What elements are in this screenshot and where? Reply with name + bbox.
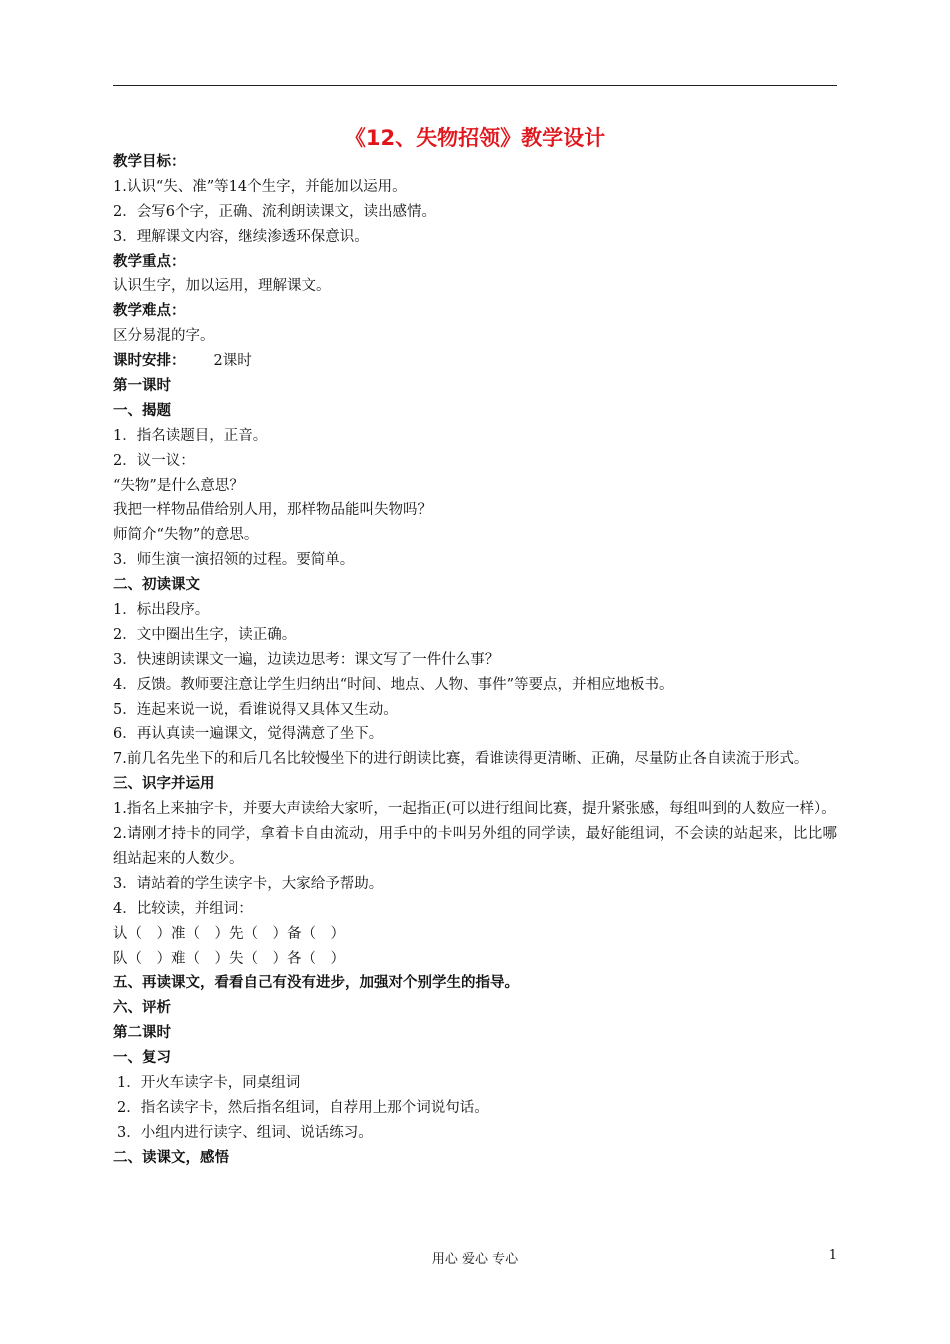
- section-heading: [113, 374, 837, 399]
- text-line: [113, 797, 837, 822]
- text-line: [113, 1071, 837, 1096]
- line-text: 一、揭题: [113, 402, 171, 419]
- line-text: 2．指名读字卡，然后指名组词，自荐用上那个词说句话。: [117, 1099, 489, 1116]
- line-value: 2课时: [213, 353, 252, 370]
- text-line: [113, 947, 837, 972]
- line-text: 认（ ）准（ ）先（ ）备（ ）: [113, 925, 345, 942]
- line-text: 1.指名上来抽字卡，并要大声读给大家听，一起指正(可以进行组间比赛，提升紧张感，每组叫到的人数应一样）。: [113, 801, 836, 818]
- line-text: 教学难点：: [113, 303, 186, 320]
- text-line: [113, 175, 837, 200]
- text-line: [113, 648, 837, 673]
- line-text: 4．比较读，并组词：: [113, 900, 253, 917]
- line-text: 区分易混的字。: [113, 328, 215, 345]
- section-heading: [113, 971, 837, 996]
- line-text: 二、读课文，感悟: [113, 1149, 229, 1166]
- line-text: 2．议一议：: [113, 452, 195, 469]
- text-line: [113, 822, 837, 872]
- line-text: 1．指名读题目，正音。: [113, 427, 268, 444]
- line-text: 课时安排：: [113, 353, 186, 370]
- text-line: [113, 747, 837, 772]
- line-text: 7.前几名先坐下的和后几名比较慢坐下的进行朗读比赛，看谁读得更清晰、正确，尽量防止各自读流于形式。: [113, 751, 809, 768]
- header-rule: [113, 85, 837, 86]
- text-line: [113, 200, 837, 225]
- text-line: [113, 225, 837, 250]
- text-line: [113, 1121, 837, 1146]
- section-heading: [113, 573, 837, 598]
- text-line: [113, 623, 837, 648]
- line-text: 4．反馈。教师要注意让学生归纳出“时间、地点、人物、事件”等要点，并相应地板书。: [113, 676, 674, 693]
- line-text: 六、评析: [113, 1000, 171, 1017]
- line-text: “失物”是什么意思？: [113, 477, 244, 494]
- text-line: [113, 424, 837, 449]
- text-line: [113, 598, 837, 623]
- section-heading: [113, 150, 837, 175]
- section-heading: [113, 1146, 837, 1171]
- text-line: [113, 474, 837, 499]
- section-heading: [113, 349, 837, 374]
- text-line: [113, 324, 837, 349]
- section-heading: [113, 996, 837, 1021]
- text-line: [113, 872, 837, 897]
- text-line: [113, 498, 837, 523]
- line-text: 认识生字，加以运用，理解课文。: [113, 278, 331, 295]
- section-heading: [113, 250, 837, 275]
- text-line: [113, 523, 837, 548]
- text-line: [113, 548, 837, 573]
- line-text: 教学重点：: [113, 253, 186, 270]
- line-text: 第一课时: [113, 378, 171, 395]
- line-text: 6．再认真读一遍课文，觉得满意了坐下。: [113, 726, 384, 743]
- text-line: [113, 722, 837, 747]
- text-line: [113, 673, 837, 698]
- line-text: 3．请站着的学生读字卡，大家给予帮助。: [113, 875, 384, 892]
- line-text: 2．会写6个字，正确、流利朗读课文，读出感情。: [113, 203, 436, 220]
- line-text: 师简介“失物”的意思。: [113, 527, 259, 544]
- line-text: 三、识字并运用: [113, 776, 215, 793]
- text-line: [113, 897, 837, 922]
- line-text: 3．快速朗读课文一遍，边读边思考：课文写了一件什么事？: [113, 651, 500, 668]
- text-line: [113, 698, 837, 723]
- line-text: 五、再读课文，看看自己有没有进步，加强对个别学生的指导。: [113, 975, 519, 992]
- document-title: 《12、失物招领》教学设计: [344, 126, 606, 150]
- section-heading: [113, 1046, 837, 1071]
- line-text: 3．小组内进行读字、组词、说话练习。: [117, 1124, 373, 1141]
- line-text: 1．开火车读字卡，同桌组词: [117, 1075, 301, 1092]
- line-text: 2.请刚才持卡的同学，拿着卡自由流动，用手中的卡叫另外组的同学读，最好能组词，不会读的站起来，比比哪组站起来的人数少。: [113, 826, 837, 867]
- section-heading: [113, 1021, 837, 1046]
- line-text: 我把一样物品借给别人用，那样物品能叫失物吗？: [113, 502, 432, 519]
- text-line: [113, 922, 837, 947]
- line-text: 1.认识“失、准”等14个生字，并能加以运用。: [113, 178, 407, 195]
- page-number: 1: [828, 1248, 837, 1263]
- line-text: 第二课时: [113, 1025, 171, 1042]
- line-text: 2．文中圈出生字，读正确。: [113, 626, 297, 643]
- line-text: 5．连起来说一说，看谁说得又具体又生动。: [113, 701, 398, 718]
- text-line: [113, 1096, 837, 1121]
- text-line: [113, 449, 837, 474]
- text-line: [113, 274, 837, 299]
- section-heading: [113, 399, 837, 424]
- document-body: [113, 150, 837, 1171]
- line-text: 队（ ）难（ ）失（ ）各（ ）: [113, 950, 345, 967]
- footer-motto: 用心 爱心 专心: [431, 1252, 519, 1267]
- line-text: 3．师生演一演招领的过程。要简单。: [113, 552, 355, 569]
- section-heading: [113, 772, 837, 797]
- line-text: 3．理解课文内容，继续渗透环保意识。: [113, 228, 369, 245]
- line-text: 二、初读课文: [113, 577, 200, 594]
- line-text: 一、复习: [113, 1050, 171, 1067]
- section-heading: [113, 299, 837, 324]
- line-text: 教学目标：: [113, 154, 186, 170]
- line-text: 1．标出段序。: [113, 602, 210, 619]
